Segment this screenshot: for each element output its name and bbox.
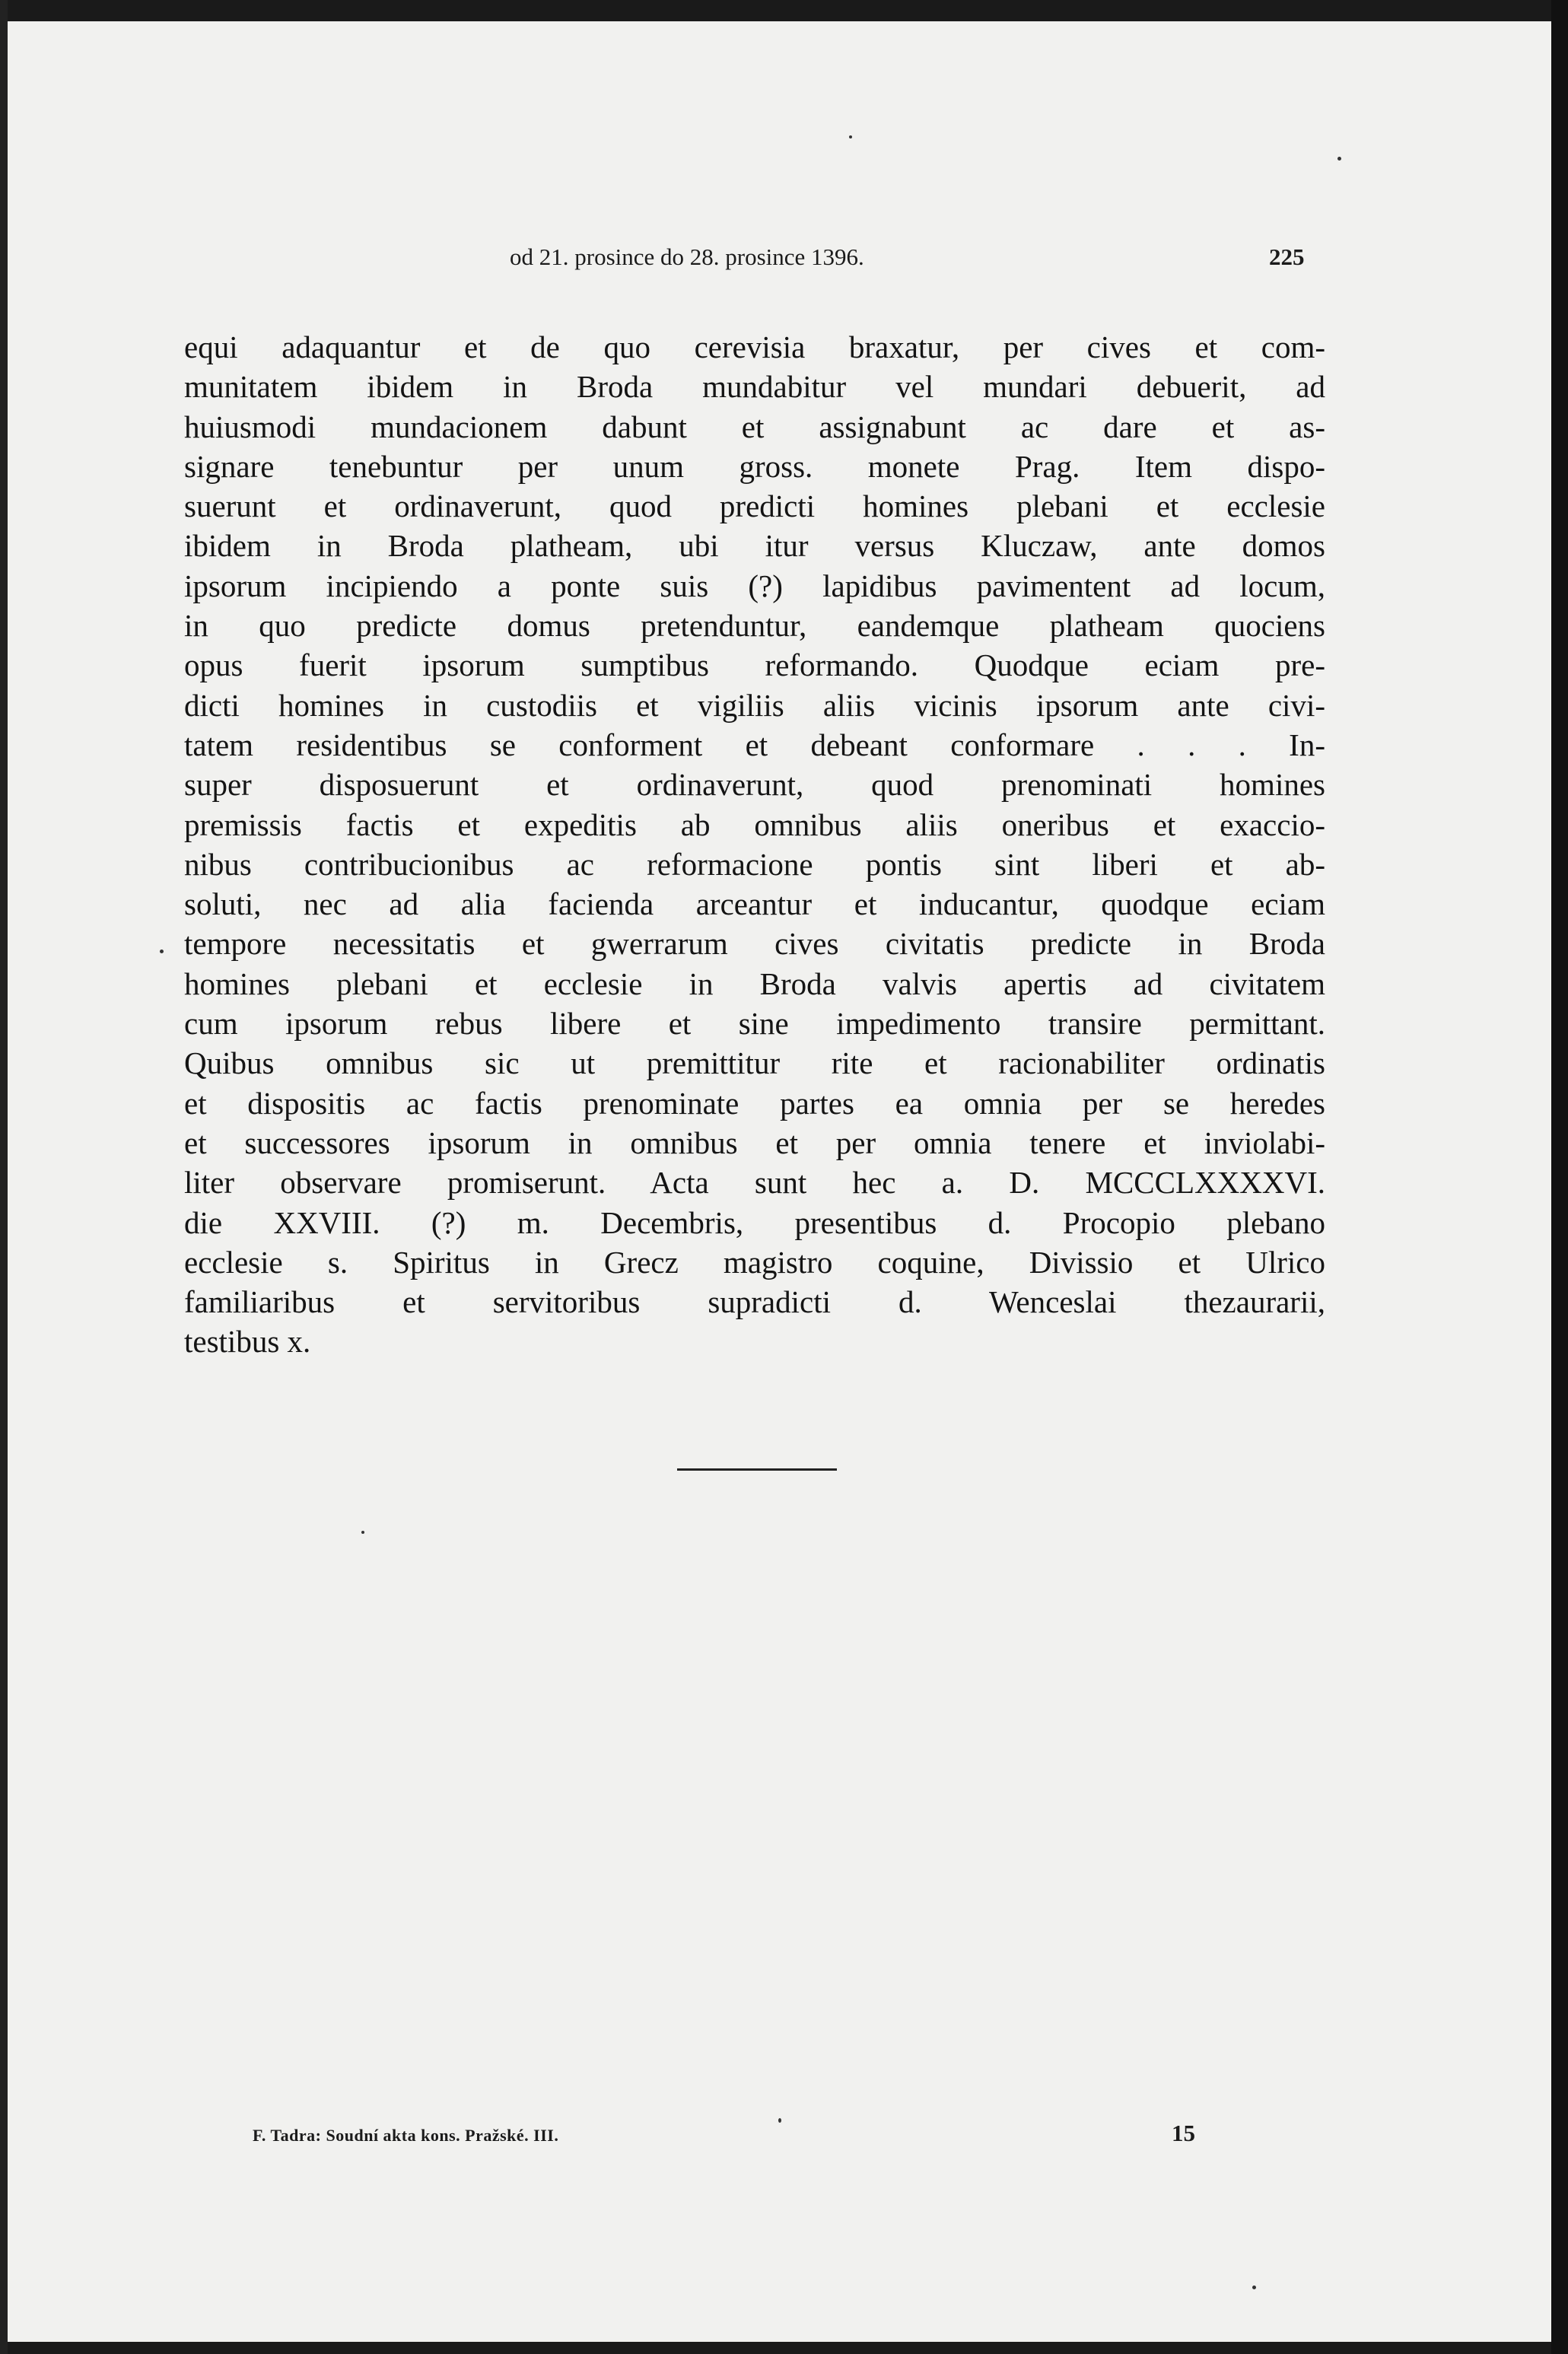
text-line: ipsorum incipiendo a ponte suis (?) lapidibus pavimentent ad locum, xyxy=(184,568,1325,603)
text-line: tatem residentibus se conforment et debeant conformare . . . In- xyxy=(184,727,1325,762)
text-line: tempore necessitatis et gwerrarum cives civitatis predicte in Broda xyxy=(184,926,1325,962)
signature-mark: 15 xyxy=(1172,2120,1195,2146)
text-line: liter observare promiserunt. Acta sunt hec a. D. MCCCLXXXXVI. xyxy=(184,1165,1325,1201)
text-line: ecclesie s. Spiritus in Grecz magistro coquine, Divissio et Ulrico xyxy=(184,1244,1325,1280)
text-line: equi adaquantur et de quo cerevisia braxatur, per cives et com- xyxy=(184,329,1325,364)
text-line: premissis factis et expeditis ab omnibus aliis oneribus et exaccio- xyxy=(184,806,1325,842)
text-line: opus fuerit ipsorum sumptibus reformando. Quodque eciam pre- xyxy=(184,647,1325,683)
text-line: nibus contribucionibus ac reformacione pontis sint liberi et ab- xyxy=(184,846,1325,882)
page-footer xyxy=(8,2120,1552,2156)
scan-speck xyxy=(160,950,164,953)
page-number: 225 xyxy=(1269,243,1305,270)
body-text xyxy=(184,327,1325,1362)
text-line: suerunt et ordinaverunt, quod predicti homines plebani et ecclesie xyxy=(184,488,1325,524)
text-line: super disposuerunt et ordinaverunt, quod prenominati homines xyxy=(184,767,1325,803)
footer-citation: F. Tadra: Soudní akta kons. Pražské. III. xyxy=(253,2126,559,2145)
scan-speck xyxy=(849,135,852,138)
scan-speck xyxy=(1252,2286,1256,2289)
scan-speck xyxy=(1337,157,1341,161)
scan-speck xyxy=(778,2118,781,2123)
text-line: signare tenebuntur per unum gross. monete Prag. Item dispo- xyxy=(184,448,1325,484)
text-line: et successores ipsorum in omnibus et per omnia tenere et inviolabi- xyxy=(184,1125,1325,1160)
scan-edge-right xyxy=(1551,0,1568,2354)
text-line: homines plebani et ecclesie in Broda valvis apertis ad civitatem xyxy=(184,965,1325,1001)
section-divider xyxy=(677,1468,837,1471)
text-line-last: testibus x. xyxy=(184,1324,311,1360)
text-line: die XXVIII. (?) m. Decembris, presentibus d. Procopio plebano xyxy=(184,1204,1325,1240)
scan-edge-left xyxy=(0,0,8,2354)
text-line: huiusmodi mundacionem dabunt et assignabunt ac dare et as- xyxy=(184,409,1325,444)
text-line: familiaribus et servitoribus supradicti d. Wenceslai thezaurarii, xyxy=(184,1284,1325,1320)
text-line: soluti, nec ad alia facienda arceantur et inducantur, quodque eciam xyxy=(184,886,1325,922)
text-line: dicti homines in custodiis et vigiliis aliis vicinis ipsorum ante civi- xyxy=(184,687,1325,723)
scan-speck xyxy=(361,1531,364,1534)
text-line: Quibus omnibus sic ut premittitur rite et racionabiliter ordinatis xyxy=(184,1045,1325,1081)
text-line: munitatem ibidem in Broda mundabitur vel mundari debuerit, ad xyxy=(184,369,1325,405)
book-page xyxy=(8,21,1552,2342)
text-line: et dispositis ac factis prenominate partes ea omnia per se heredes xyxy=(184,1085,1325,1121)
text-line: in quo predicte domus pretenduntur, eandemque platheam quociens xyxy=(184,608,1325,644)
text-line: ibidem in Broda platheam, ubi itur versus Kluczaw, ante domos xyxy=(184,528,1325,564)
running-head xyxy=(8,243,1552,274)
text-line: cum ipsorum rebus libere et sine impedimento transire permittant. xyxy=(184,1006,1325,1042)
running-head-title: od 21. prosince do 28. prosince 1396. xyxy=(510,243,864,270)
